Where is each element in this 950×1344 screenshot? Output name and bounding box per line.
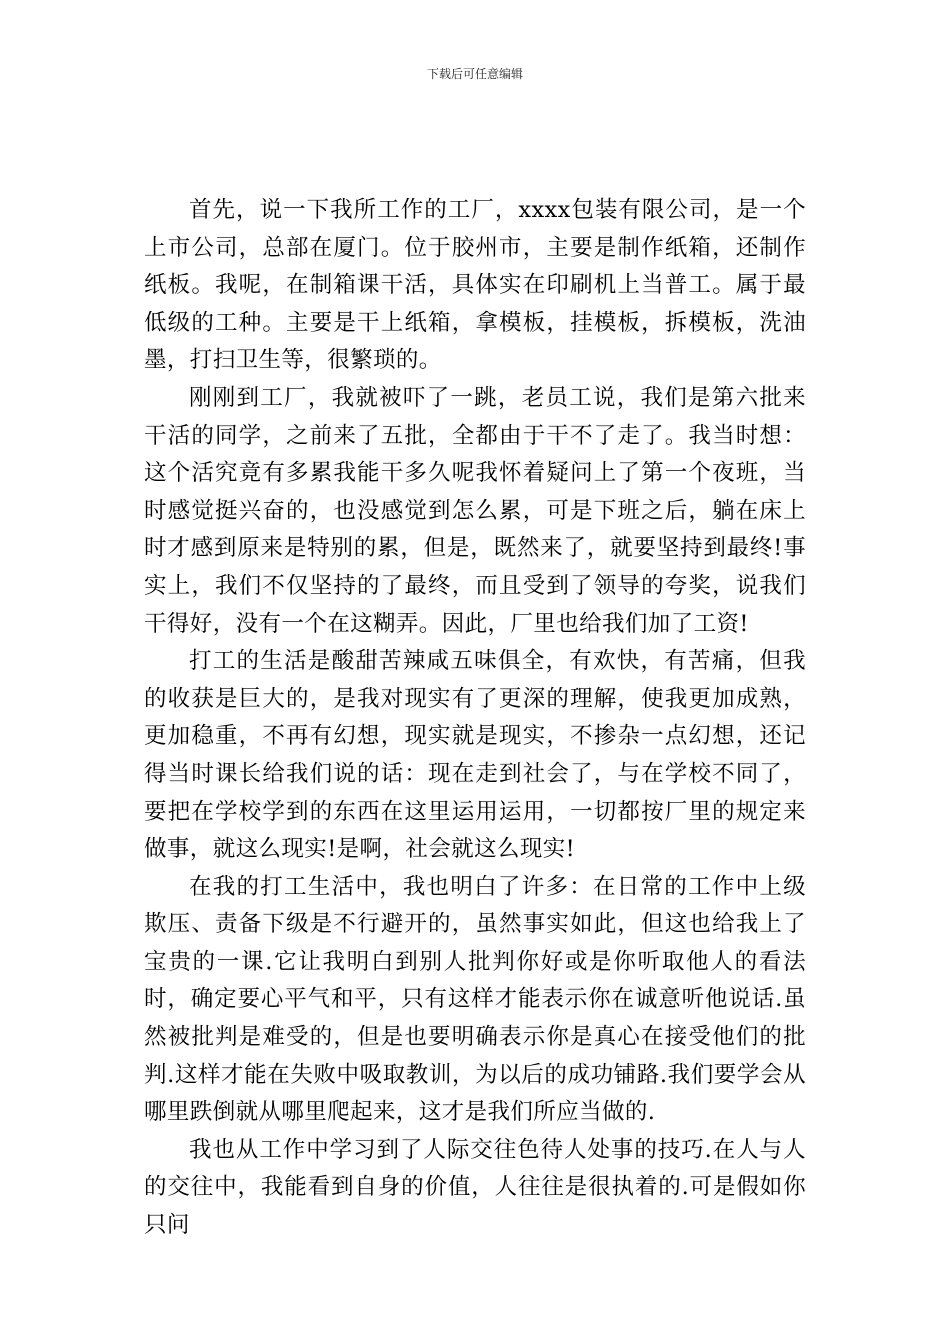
page-header: 下载后可任意编辑 [426, 67, 523, 81]
paragraph-3: 打工的生活是酸甜苦辣咸五味俱全，有欢快，有苦痛，但我的收获是巨大的，是我对现实有了更深的理解，使我更加成熟，更加稳重，不再有幻想，现实就是现实，不掺杂一点幻想，还记得当时课长给我们说的话：现在走到社会了，与在学校不同了，要把在学校学到的东西在这里运用运用，一切都按厂里的规定来做事，就这么现实!是啊，社会就这么现实! [144, 648, 806, 863]
document-body [144, 192, 806, 1245]
paragraph-5: 我也从工作中学习到了人际交往色待人处事的技巧.在人与人的交往中，我能看到自身的价值，人往往是很执着的.可是假如你只问 [144, 1136, 806, 1239]
paragraph-4: 在我的打工生活中，我也明白了许多：在日常的工作中上级欺压、责备下级是不行避开的，虽然事实如此，但这也给我上了宝贵的一课.它让我明白到别人批判你好或是你听取他人的看法时，确定要心平气和平，只有这样才能表示你在诚意听他说话.虽然被批判是难受的，但是也要明确表示你是真心在接受他们的批判.这样才能在失败中吸取教训，为以后的成功铺路.我们要学会从哪里跌倒就从哪里爬起来，这才是我们所应当做的. [144, 873, 806, 1126]
paragraph-1: 首先，说一下我所工作的工厂，xxxx包装有限公司，是一个上市公司，总部在厦门。位于胶州市，主要是制作纸箱，还制作纸板。我呢，在制箱课干活，具体实在印刷机上当普工。属于最低级的工种。主要是干上纸箱，拿模板，挂模板，拆模板，洗油墨，打扫卫生等，很繁琐的。 [144, 197, 806, 374]
paragraph-2: 刚刚到工厂，我就被吓了一跳，老员工说，我们是第六批来干活的同学，之前来了五批，全都由于干不了走了。我当时想：这个活究竟有多累我能干多久呢我怀着疑问上了第一个夜班，当时感觉挺兴奋的，也没感觉到怎么累，可是下班之后，躺在床上时才感到原来是特别的累，但是，既然来了，就要坚持到最终!事实上，我们不仅坚持的了最终，而且受到了领导的夸奖，说我们干得好，没有一个在这糊弄。因此，厂里也给我们加了工资! [144, 384, 806, 637]
